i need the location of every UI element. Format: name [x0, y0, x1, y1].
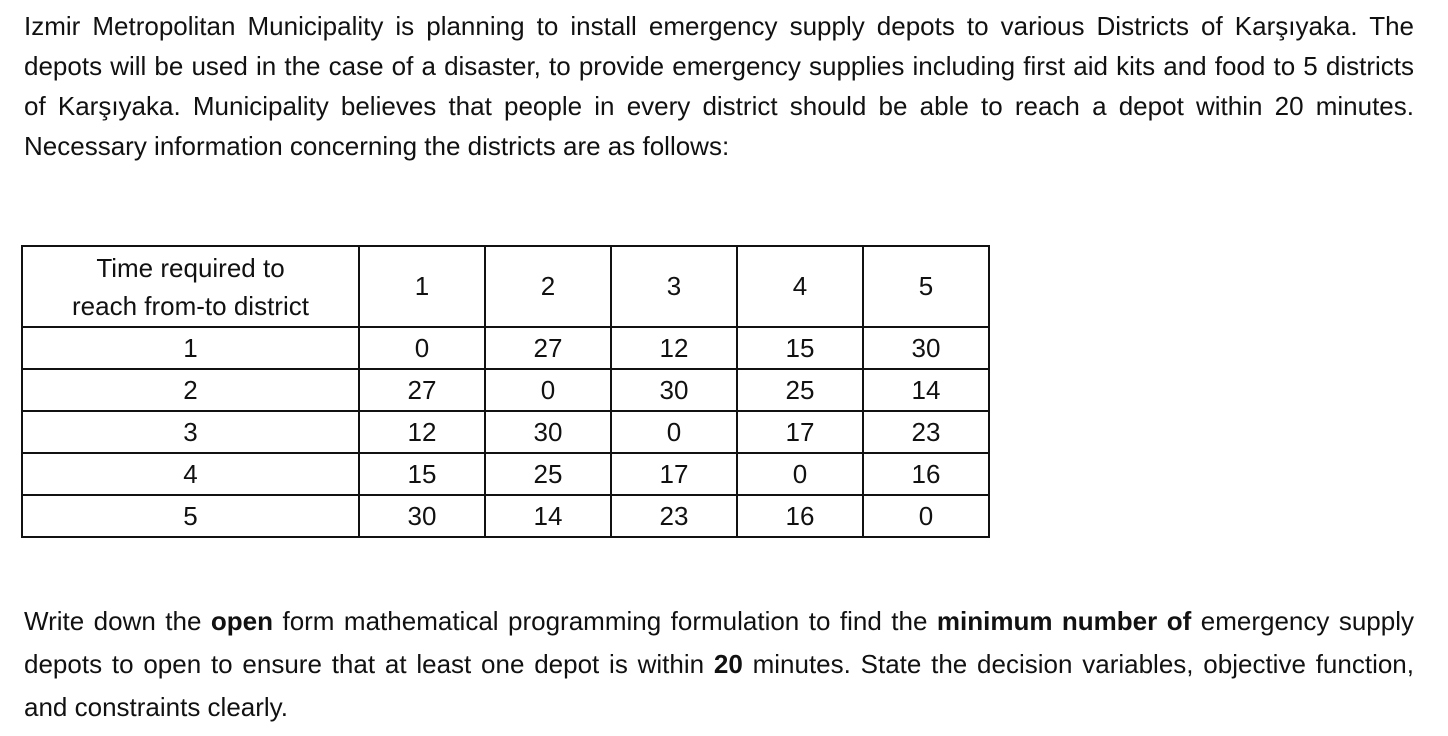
intro-paragraph: Izmir Metropolitan Municipality is planning to install emergency supply depots to various Districts of Karşıyaka. The depots will be used in the case of a disaster, to provide emergency supplies including first aid kits and food to 5 districts of Karşıyaka. Municipality believes that people in every district should be able to reach a depot within 20 minutes. Necessary information concerning the districts are as follows: [24, 11, 1414, 161]
table-row [22, 453, 989, 495]
table-cell: 12 [359, 411, 485, 453]
row-label: 5 [22, 495, 359, 537]
column-header: 3 [611, 246, 737, 327]
table-cell: 16 [737, 495, 863, 537]
question-text: minutes. State the decision variables, objective function, and constraints clearly. [24, 649, 1414, 722]
table-cell: 27 [485, 327, 611, 369]
column-header: 5 [863, 246, 989, 327]
column-header: 1 [359, 246, 485, 327]
table-cell: 0 [611, 411, 737, 453]
table-cell: 30 [863, 327, 989, 369]
table-cell: 16 [863, 453, 989, 495]
table-cell: 0 [737, 453, 863, 495]
table-cell: 25 [737, 369, 863, 411]
row-label: 2 [22, 369, 359, 411]
question-text: Write down the [24, 606, 211, 636]
row-label: 1 [22, 327, 359, 369]
table-row [22, 495, 989, 537]
table-cell: 0 [485, 369, 611, 411]
table-row [22, 369, 989, 411]
emphasis-minimum-number: minimum number of [936, 606, 1192, 636]
table-row [22, 411, 989, 453]
row-label: 3 [22, 411, 359, 453]
row-label: 4 [22, 453, 359, 495]
emphasis-twenty: 20 [713, 649, 743, 679]
table-cell: 12 [611, 327, 737, 369]
column-header: 2 [485, 246, 611, 327]
table-cell: 30 [485, 411, 611, 453]
table-cell: 0 [359, 327, 485, 369]
table-cell: 30 [359, 495, 485, 537]
corner-line-2: reach from-to district [72, 290, 309, 321]
table-cell: 17 [611, 453, 737, 495]
table-cell: 27 [359, 369, 485, 411]
column-header: 4 [737, 246, 863, 327]
question-paragraph [24, 600, 1414, 729]
table-cell: 14 [485, 495, 611, 537]
travel-time-table [21, 245, 990, 538]
table-cell: 15 [359, 453, 485, 495]
table-cell: 23 [611, 495, 737, 537]
table-cell: 0 [863, 495, 989, 537]
table-cell: 15 [737, 327, 863, 369]
table-cell: 30 [611, 369, 737, 411]
table-cell: 25 [485, 453, 611, 495]
emphasis-open: open [210, 606, 273, 636]
table-cell: 17 [737, 411, 863, 453]
table-header-row [22, 246, 989, 327]
table-row [22, 327, 989, 369]
question-text: form mathematical programming formulation to find the [273, 606, 937, 636]
corner-line-1: Time required to [96, 252, 285, 283]
table-corner-header [22, 246, 359, 327]
table-cell: 23 [863, 411, 989, 453]
question-text: emergency supply depots to open to ensure that at least one depot is within [24, 606, 1414, 679]
table-cell: 14 [863, 369, 989, 411]
